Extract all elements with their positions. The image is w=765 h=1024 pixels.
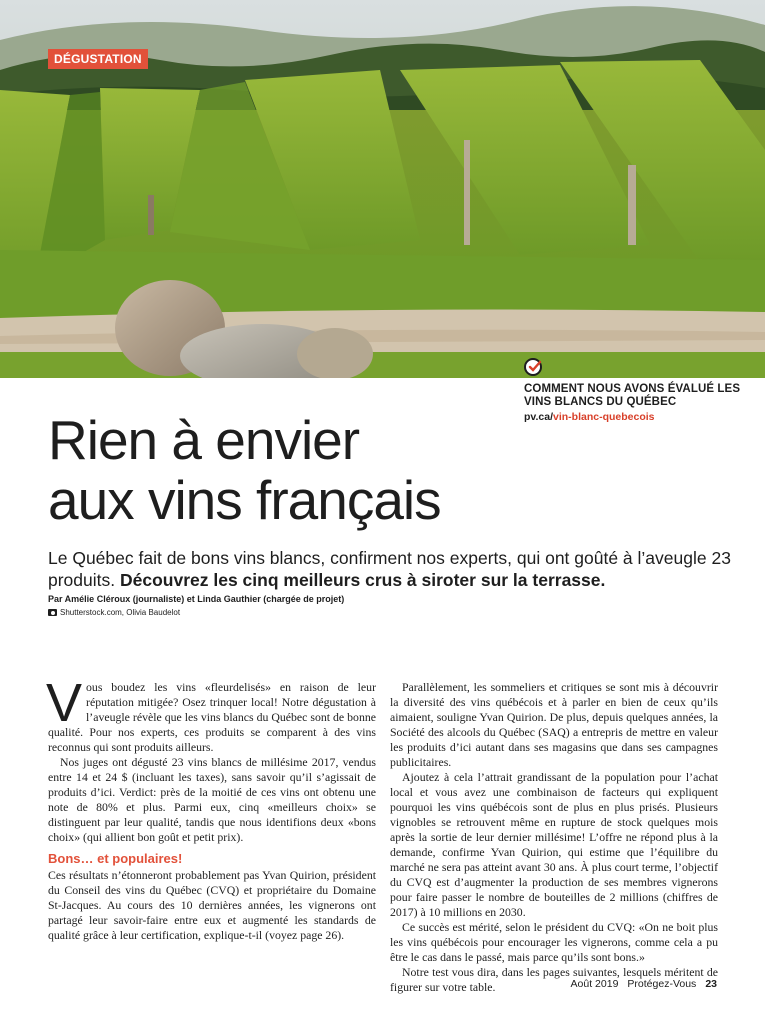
photo-credit — [48, 608, 180, 617]
body-paragraph: Ces résultats n’étonneront probablement pas Yvan Quirion, président du Conseil des vins du Québec (CVQ) et propriétaire du Domaine St-Jacques. Au cours des 10 dernières années, les vignerons ont partagé leur savoir-faire entre eux et augmenté les standards de qualité grâce à leur certification, explique-t-il (voyez page 26). — [48, 868, 376, 942]
body-paragraph: Vous boudez les vins «fleurdelisés» en raison de leur réputation mitigée? Osez trinquer local! Notre dégustation à l’aveugle révèle que les vins blancs du Québec sont de bonne qualité. Pour nos experts, ces produits se comparent à des vins reconnus qui sont produits ailleurs. — [46, 673, 376, 754]
photo-credit-text: Shutterstock.com, Olivia Baudelot — [60, 608, 181, 617]
method-title: COMMENT NOUS AVONS ÉVALUÉ LES VINS BLANCS DU QUÉBEC — [524, 383, 741, 408]
body-column-right — [390, 680, 718, 995]
check-circle-icon — [524, 358, 542, 376]
body-column-left — [46, 673, 376, 943]
subhead: Bons… et populaires! — [48, 851, 183, 866]
dek-bold: Découvrez les cinq meilleurs crus à siroter sur la terrasse. — [119, 570, 606, 590]
dek — [48, 547, 733, 591]
body-paragraph: Ce succès est mérité, selon le président du CVQ: «On ne boit plus les vins québécois pour encourager les vignerons, comme cela a pu être le cas dans le passé, mais parce qu’ils sont bons.» — [390, 920, 718, 964]
page-footer — [571, 978, 717, 990]
body-paragraph: Nos juges ont dégusté 23 vins blancs de millésime 2017, vendus entre 14 et 24 $ (incluant les taxes), sans savoir qu’il s’agissait de produits d’ici. Verdict: près de la moitié de ces vins ont obtenu une note de 80% et plus. Parmi eux, cinq «meilleurs choix» se distinguent par leur qualité, tandis que nous identifions deux «bons choix» (qui allient bon goût et petit prix). — [48, 755, 376, 844]
camera-icon — [48, 609, 57, 616]
headline-line-2: aux vins français — [48, 469, 441, 531]
body-paragraph: Parallèlement, les sommeliers et critiques se sont mis à découvrir la diversité des vins québécois et à parler en bien de ceux qu’ils aimaient, souligne Yvan Quirion. De plus, depuis quelques années, la Société des alcools du Québec (SAQ) a entrepris de mettre en valeur les produits d’ici autant dans ses magasins que dans ses campagnes publicitaires. — [390, 680, 718, 769]
vineyard-photo — [0, 0, 765, 378]
section-tag: DÉGUSTATION — [48, 49, 148, 69]
method-url-path: vin-blanc-quebecois — [553, 411, 655, 423]
body-paragraph: Notre test vous dira, dans les pages suivantes, lesquels méritent de figurer sur votre table. — [390, 965, 718, 994]
page-number: 23 — [705, 978, 717, 990]
dek-plain: Le Québec fait de bons vins blancs, confirment nos experts, qui ont goûté à l’aveugle 23 produits. — [48, 548, 731, 590]
drop-cap: V — [46, 673, 83, 733]
headline-line-1: Rien à envier — [48, 409, 360, 471]
issue-date: Août 2019 — [570, 978, 619, 990]
body-paragraph: Ajoutez à cela l’attrait grandissant de la population pour l’achat local et vous avez une combinaison de facteurs qui expliquent pourquoi les vins québécois sont de plus en plus prisés. Plusieurs vignobles se retrouvent même en rupture de stock quelques mois après la sortie de leur dernier millésime! L’offre ne répond plus à la demande, confirme Yvan Quirion, qui estime que l’équilibre du marché ne sera pas atteint avant 30 ans. À plus court terme, l’objectif du CVQ est d’augmenter la production de ses membres vignerons pour faire passer le nombre de bouteilles de 2 millions (chiffres de 2017) à 10 millions en 2030. — [390, 770, 718, 919]
method-url-domain: pv.ca/ — [524, 411, 553, 423]
byline: Par Amélie Cléroux (journaliste) et Linda Gauthier (chargée de projet) — [48, 594, 345, 604]
headline — [48, 410, 568, 530]
magazine-name: Protégez-Vous — [627, 978, 697, 990]
